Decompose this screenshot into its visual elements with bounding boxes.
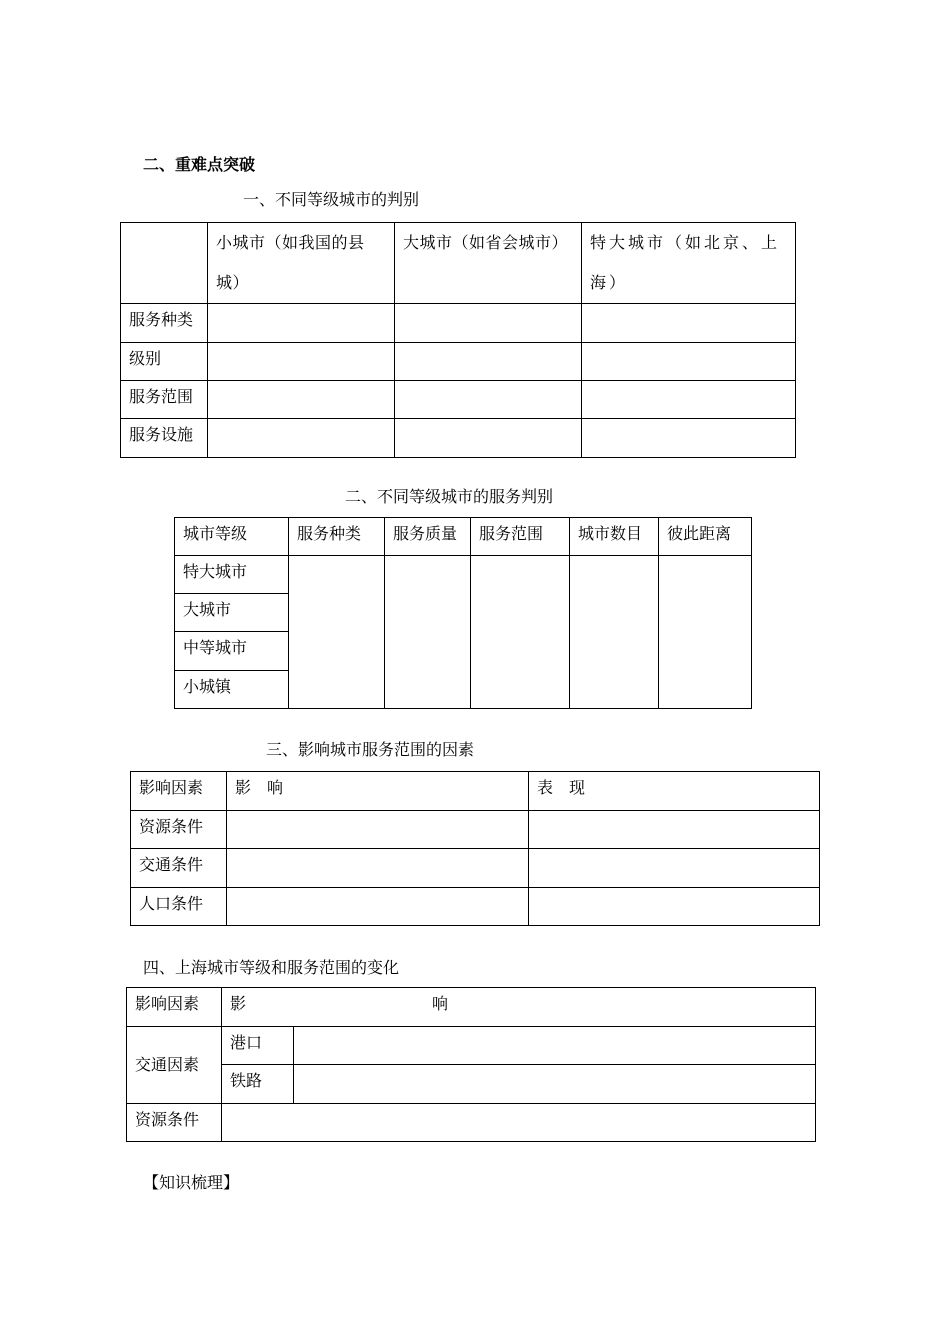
table1-cell[interactable] bbox=[582, 381, 796, 419]
table4-resource-label: 资源条件 bbox=[127, 1104, 222, 1142]
table1-cell[interactable] bbox=[395, 419, 582, 458]
table4-header-impact-1: 影 bbox=[230, 994, 247, 1013]
table2-header: 城市等级 bbox=[175, 518, 289, 556]
table1-title: 一、不同等级城市的判别 bbox=[243, 190, 420, 209]
table1-row-label: 服务种类 bbox=[121, 304, 208, 343]
table1-cell[interactable] bbox=[582, 343, 796, 381]
table3-header: 影 响 bbox=[227, 772, 529, 811]
shanghai-table bbox=[126, 987, 816, 1142]
table1-cell[interactable] bbox=[208, 381, 395, 419]
table4-header-factor: 影响因素 bbox=[127, 988, 222, 1027]
table3-row-label: 交通条件 bbox=[131, 849, 227, 888]
table2-header: 服务质量 bbox=[385, 518, 471, 556]
table1-cell[interactable] bbox=[582, 304, 796, 343]
table3-title: 三、影响城市服务范围的因素 bbox=[266, 740, 475, 759]
table1-cell[interactable] bbox=[395, 381, 582, 419]
table2-cell[interactable] bbox=[570, 556, 659, 709]
table3-cell[interactable] bbox=[529, 888, 820, 926]
table3-cell[interactable] bbox=[529, 811, 820, 849]
table3-cell[interactable] bbox=[227, 888, 529, 926]
city-service-table bbox=[174, 517, 752, 709]
table1-row-label: 服务范围 bbox=[121, 381, 208, 419]
section-title: 二、重难点突破 bbox=[143, 155, 256, 174]
table1-header-large-city[interactable]: 大城市（如省会城市） bbox=[395, 223, 582, 304]
table3-header: 表 现 bbox=[529, 772, 820, 811]
table1-cell[interactable] bbox=[582, 419, 796, 458]
table4-title: 四、上海城市等级和服务范围的变化 bbox=[143, 958, 400, 977]
table1-row-label: 服务设施 bbox=[121, 419, 208, 458]
table2-row-label: 中等城市 bbox=[175, 632, 289, 671]
table3-cell[interactable] bbox=[529, 849, 820, 888]
table3-cell[interactable] bbox=[227, 811, 529, 849]
factor-table bbox=[130, 771, 820, 926]
table2-cell[interactable] bbox=[289, 556, 385, 709]
table2-header: 彼此距离 bbox=[659, 518, 752, 556]
table4-port-cell[interactable] bbox=[294, 1027, 816, 1065]
table1-row-label: 级别 bbox=[121, 343, 208, 381]
table3-row-label: 资源条件 bbox=[131, 811, 227, 849]
table1-header-mega-city[interactable]: 特大城市（如北京、上海） bbox=[582, 223, 796, 304]
table4-rail-cell[interactable] bbox=[294, 1065, 816, 1104]
table3-cell[interactable] bbox=[227, 849, 529, 888]
table4-traffic-label: 交通因素 bbox=[127, 1027, 222, 1104]
table2-header: 服务种类 bbox=[289, 518, 385, 556]
table4-port-label: 港口 bbox=[222, 1027, 294, 1065]
table2-cell[interactable] bbox=[385, 556, 471, 709]
table1-cell[interactable] bbox=[208, 419, 395, 458]
table3-header: 影响因素 bbox=[131, 772, 227, 811]
table4-header-impact-2: 响 bbox=[432, 994, 449, 1013]
table2-row-label: 特大城市 bbox=[175, 556, 289, 594]
table4-header-impact bbox=[222, 988, 816, 1027]
table2-header: 服务范围 bbox=[471, 518, 570, 556]
table2-title: 二、不同等级城市的服务判别 bbox=[345, 487, 554, 506]
table1-cell[interactable] bbox=[208, 343, 395, 381]
table2-cell[interactable] bbox=[659, 556, 752, 709]
table1-header-small-city[interactable]: 小城市（如我国的县城） bbox=[208, 223, 395, 304]
table4-resource-cell[interactable] bbox=[222, 1104, 816, 1142]
table1-cell[interactable] bbox=[208, 304, 395, 343]
table2-row-label: 大城市 bbox=[175, 594, 289, 632]
table3-row-label: 人口条件 bbox=[131, 888, 227, 926]
table1-cell[interactable] bbox=[395, 343, 582, 381]
table2-row-label: 小城镇 bbox=[175, 671, 289, 709]
table2-cell[interactable] bbox=[471, 556, 570, 709]
city-level-table bbox=[120, 222, 796, 458]
table1-cell[interactable] bbox=[395, 304, 582, 343]
knowledge-heading: 【知识梳理】 bbox=[143, 1173, 240, 1192]
table1-header-blank bbox=[121, 223, 208, 304]
table4-rail-label: 铁路 bbox=[222, 1065, 294, 1104]
table2-header: 城市数目 bbox=[570, 518, 659, 556]
